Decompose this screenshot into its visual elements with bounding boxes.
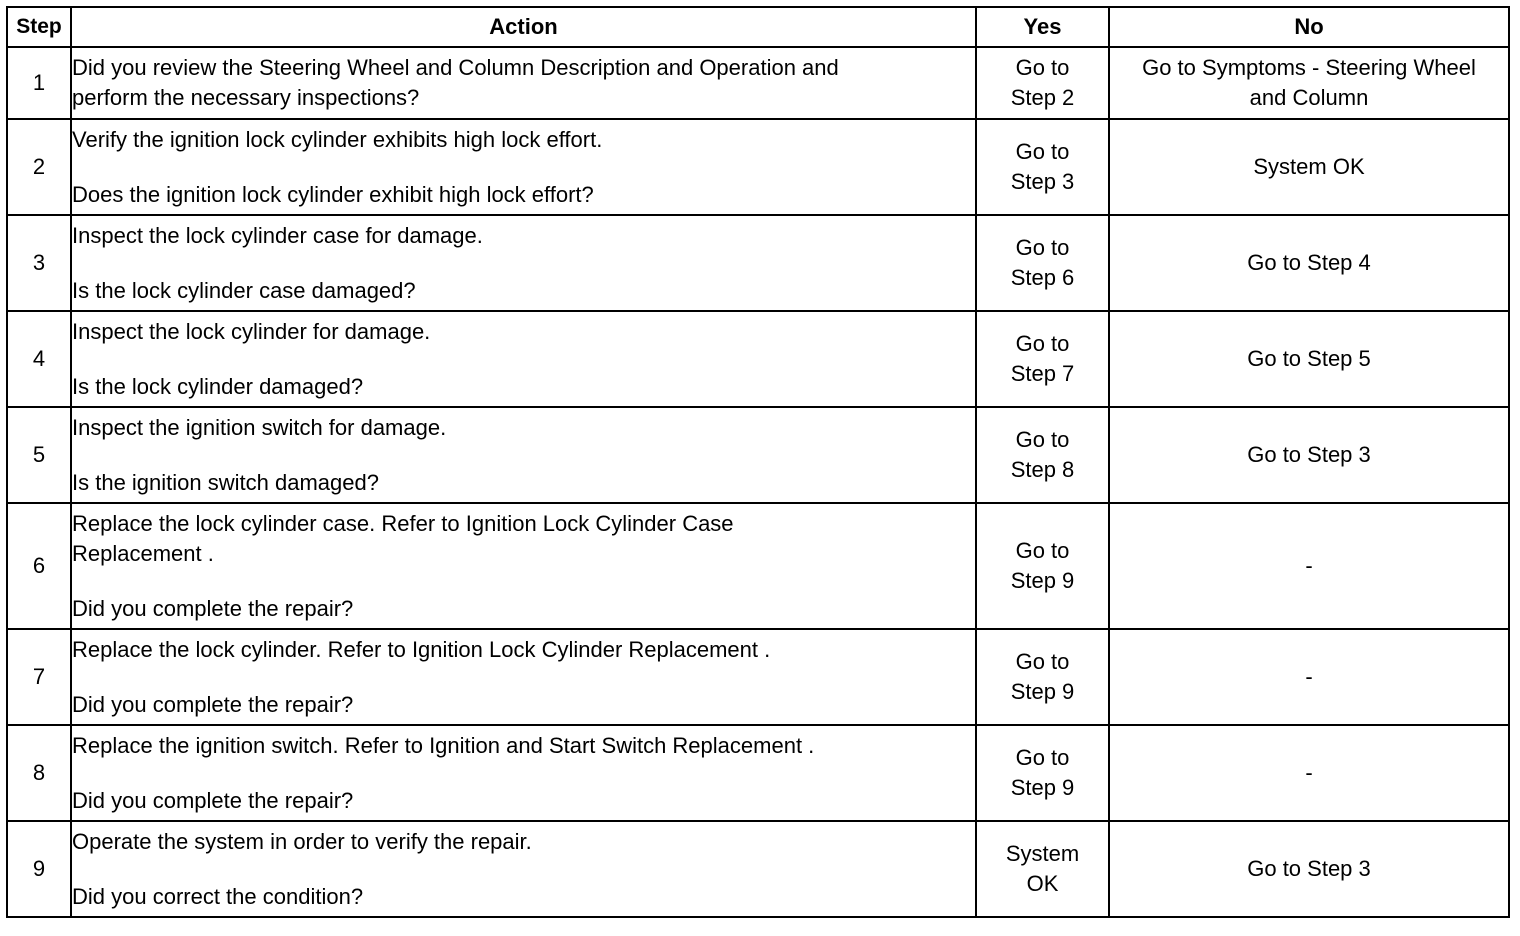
yes-text: Go to — [1015, 235, 1070, 260]
yes-text: Go to — [1015, 331, 1070, 356]
action-text: Replacement . — [72, 540, 214, 566]
header-yes: Yes — [976, 7, 1109, 47]
action-text: Operate the system in order to verify the repair. — [72, 828, 532, 854]
table-row — [7, 407, 1509, 503]
yes-cell — [976, 311, 1109, 407]
table-row — [7, 215, 1509, 311]
table-row — [7, 47, 1509, 119]
yes-text: Go to — [1015, 427, 1070, 452]
yes-text: Step 9 — [1010, 568, 1075, 593]
table-row — [7, 503, 1509, 629]
action-text: Inspect the ignition switch for damage. — [72, 414, 447, 440]
action-cell — [71, 119, 976, 215]
yes-text: Step 2 — [1010, 85, 1075, 110]
action-cell — [71, 503, 976, 629]
diagnostic-table — [6, 6, 1510, 918]
yes-cell — [976, 119, 1109, 215]
yes-cell — [976, 725, 1109, 821]
table-row — [7, 725, 1509, 821]
step-number: 5 — [7, 407, 71, 503]
no-cell — [1109, 215, 1509, 311]
step-number: 8 — [7, 725, 71, 821]
header-row — [7, 7, 1509, 47]
yes-text: Step 6 — [1010, 265, 1075, 290]
yes-cell — [976, 503, 1109, 629]
no-cell — [1109, 119, 1509, 215]
action-text: Did you review the Steering Wheel and Column Description and Operation and — [72, 55, 839, 80]
question-text: Did you complete the repair? — [72, 787, 354, 813]
action-cell — [71, 821, 976, 917]
yes-text: Go to — [1015, 139, 1070, 164]
no-cell — [1109, 629, 1509, 725]
action-cell — [71, 629, 976, 725]
question-text: Is the lock cylinder damaged? — [72, 373, 364, 399]
table-row — [7, 119, 1509, 215]
action-cell — [71, 407, 976, 503]
question-text: Did you complete the repair? — [72, 691, 354, 717]
yes-text: Step 8 — [1010, 457, 1075, 482]
step-number: 4 — [7, 311, 71, 407]
no-text: Go to Symptoms - Steering Wheel — [1142, 55, 1476, 80]
no-cell — [1109, 725, 1509, 821]
no-cell — [1109, 503, 1509, 629]
no-cell — [1109, 47, 1509, 119]
step-number: 1 — [7, 47, 71, 119]
yes-text: System — [1005, 841, 1080, 866]
table-row — [7, 629, 1509, 725]
no-text: Go to Step 3 — [1247, 442, 1371, 467]
step-number: 2 — [7, 119, 71, 215]
yes-cell — [976, 407, 1109, 503]
action-cell — [71, 311, 976, 407]
no-text: - — [1305, 553, 1313, 578]
yes-text: Step 3 — [1010, 169, 1075, 194]
yes-text: Go to — [1015, 649, 1070, 674]
header-action: Action — [71, 7, 976, 47]
yes-text: Step 9 — [1010, 775, 1075, 800]
yes-text: Step 7 — [1010, 361, 1075, 386]
step-number: 3 — [7, 215, 71, 311]
yes-text: Go to — [1015, 55, 1070, 80]
no-cell — [1109, 407, 1509, 503]
header-no: No — [1109, 7, 1509, 47]
action-text: Replace the lock cylinder case. Refer to Ignition Lock Cylinder Case — [72, 510, 734, 536]
table-row — [7, 821, 1509, 917]
action-cell — [71, 215, 976, 311]
table-row — [7, 311, 1509, 407]
no-text: Go to Step 5 — [1247, 346, 1371, 371]
yes-text: Go to — [1015, 745, 1070, 770]
question-text: Is the lock cylinder case damaged? — [72, 277, 416, 303]
no-text: - — [1305, 664, 1313, 689]
yes-cell — [976, 629, 1109, 725]
question-text: Did you complete the repair? — [72, 595, 354, 621]
yes-cell — [976, 215, 1109, 311]
step-number: 9 — [7, 821, 71, 917]
no-text: - — [1305, 760, 1313, 785]
step-number: 6 — [7, 503, 71, 629]
action-text: Inspect the lock cylinder case for damage. — [72, 222, 483, 248]
no-cell — [1109, 311, 1509, 407]
yes-cell — [976, 821, 1109, 917]
action-text: Replace the ignition switch. Refer to Ignition and Start Switch Replacement . — [72, 732, 815, 758]
step-number: 7 — [7, 629, 71, 725]
no-cell — [1109, 821, 1509, 917]
yes-text: Step 9 — [1010, 679, 1075, 704]
no-text: Go to Step 4 — [1247, 250, 1371, 275]
no-text: System OK — [1253, 154, 1365, 179]
action-text: Verify the ignition lock cylinder exhibits high lock effort. — [72, 126, 603, 152]
no-text: and Column — [1249, 85, 1369, 110]
question-text: Did you correct the condition? — [72, 883, 364, 909]
action-cell — [71, 725, 976, 821]
question-text: Does the ignition lock cylinder exhibit high lock effort? — [72, 181, 594, 207]
action-cell — [71, 47, 976, 119]
no-text: Go to Step 3 — [1247, 856, 1371, 881]
action-text: Replace the lock cylinder. Refer to Ignition Lock Cylinder Replacement . — [72, 636, 771, 662]
question-text: Is the ignition switch damaged? — [72, 469, 379, 495]
header-step: Step — [7, 7, 71, 47]
action-text: perform the necessary inspections? — [72, 85, 420, 110]
yes-text: OK — [1026, 871, 1059, 896]
yes-cell — [976, 47, 1109, 119]
action-text: Inspect the lock cylinder for damage. — [72, 318, 431, 344]
yes-text: Go to — [1015, 538, 1070, 563]
